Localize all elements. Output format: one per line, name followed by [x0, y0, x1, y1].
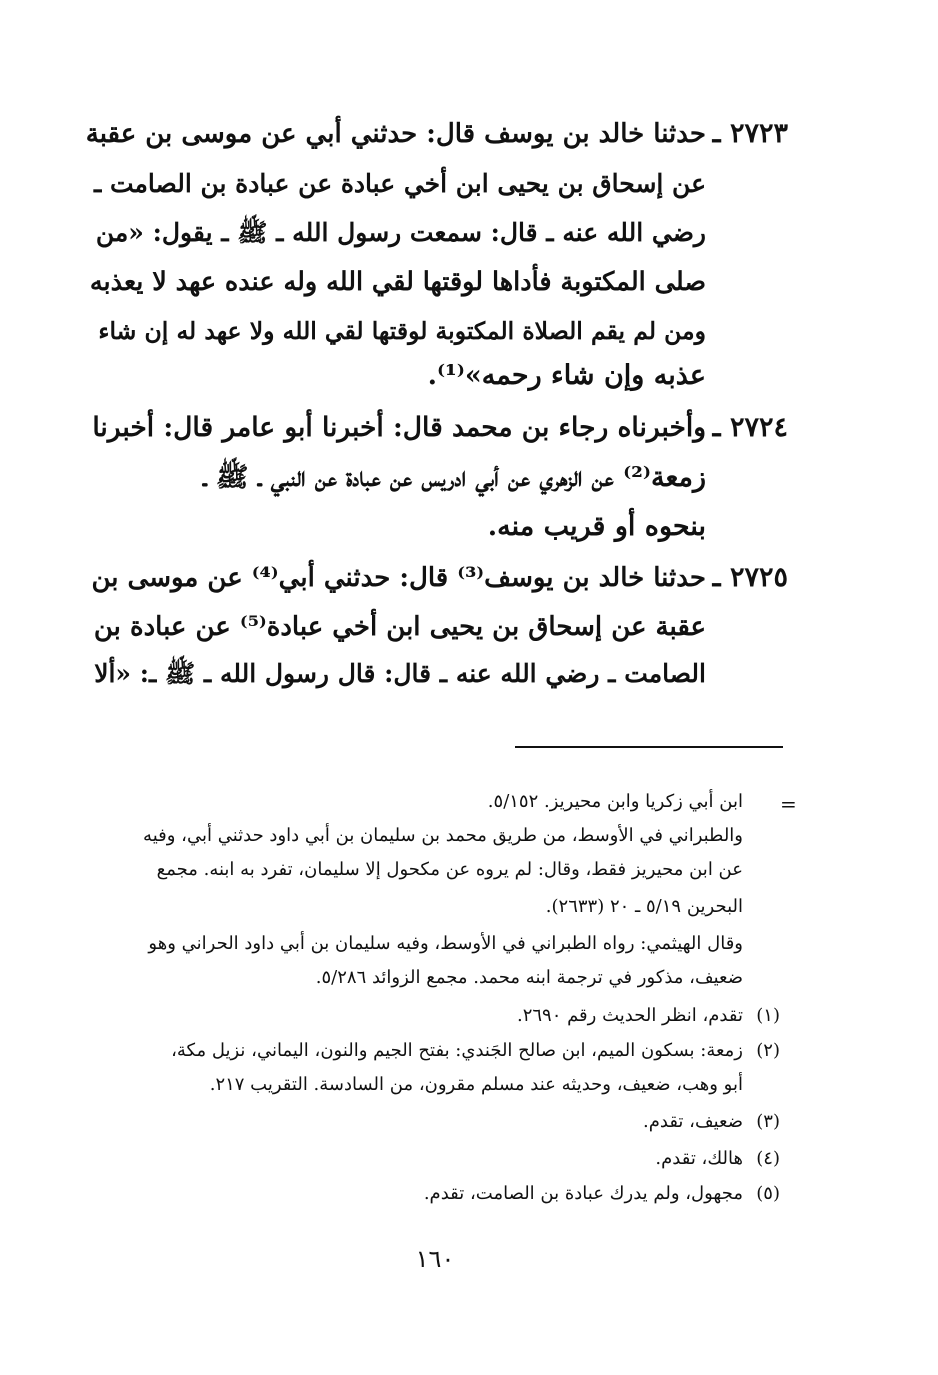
- footnote-text: هالك، تقدم.: [655, 1148, 743, 1169]
- footnote-text: أبو وهب، ضعيف، وحديثه عند مسلم مقرون، من السادسة. التقريب ٢١٧.: [209, 1074, 743, 1095]
- footnote-continuation-line: والطبراني في الأوسط، من طريق محمد بن سليمان بن أبي داود حدثني أبي، وفيه: [143, 825, 743, 846]
- hadith-line: زمعة⁽²⁾ عن الزهري عن أبي ادريس عن عبادة عن النبي ـ ﷺ ـ: [203, 462, 706, 493]
- footnote-continuation-line: ضعيف، مذكور في ترجمة ابنه محمد. مجمع الزوائد ٥/٢٨٦.: [315, 967, 743, 988]
- footnote-text: ضعيف، تقدم.: [643, 1111, 743, 1132]
- page-number: ١٦٠: [415, 1245, 455, 1273]
- footnote-marker: (٣): [756, 1111, 780, 1132]
- hadith-line: رضي الله عنه ـ قال: سمعت رسول الله ـ ﷺ ـ يقول: «من: [95, 218, 706, 247]
- footnote-continuation-line: عن ابن محيريز فقط، وقال: لم يروه عن مكحول إلا سليمان، تفرد به ابنه. مجمع: [156, 859, 743, 880]
- footnote-marker: (١): [756, 1005, 780, 1026]
- hadith-line: حدثنا خالد بن يوسف قال: حدثني أبي عن موسى بن عقبة: [85, 119, 706, 149]
- hadith-line: وأخبرناه رجاء بن محمد قال: أخبرنا أبو عامر قال: أخبرنا: [92, 412, 706, 443]
- hadith-line: عذبه وإن شاء رحمه»⁽¹⁾.: [427, 360, 706, 391]
- footnote-marker: (٢): [756, 1040, 780, 1061]
- hadith-line: ومن لم يقم الصلاة المكتوبة لوقتها لقي الله ولا عهد له إن شاء: [98, 317, 706, 345]
- footnote-continuation-line: البحرين ٥/١٩ ـ ٢٠ (٢٦٣٣).: [545, 896, 743, 917]
- footnote-separator: [515, 746, 783, 748]
- hadith-number: ٢٧٢٣ ـ: [712, 118, 788, 149]
- hadith-line: صلى المكتوبة فأداها لوقتها لقي الله وله عنده عهد لا يعذبه: [89, 267, 706, 297]
- hadith-line: حدثنا خالد بن يوسف⁽³⁾ قال: حدثني أبي⁽⁴⁾ عن موسى بن: [91, 563, 706, 593]
- hadith-line: عن إسحاق بن يحيى ابن أخي عبادة عن عبادة بن الصامت ـ: [93, 169, 706, 198]
- footnote-marker: (٥): [756, 1183, 780, 1204]
- continuation-mark: =: [780, 792, 797, 816]
- footnote-text: مجهول، ولم يدرك عبادة بن الصامت، تقدم.: [423, 1183, 743, 1204]
- hadith-number: ٢٧٢٤ ـ: [712, 412, 788, 443]
- footnote-continuation-line: ابن أبي زكريا وابن محيريز. ٥/١٥٢.: [487, 791, 743, 812]
- footnote-text: زمعة: بسكون الميم، ابن صالح الجَندي: بفتح الجيم والنون، اليماني، نزيل مكة،: [171, 1040, 743, 1061]
- hadith-line: عقبة عن إسحاق بن يحيى ابن أخي عبادة⁽⁵⁾ عن عبادة بن: [93, 612, 706, 642]
- hadith-number: ٢٧٢٥ ـ: [712, 562, 788, 593]
- hadith-line: الصامت ـ رضي الله عنه ـ قال: قال رسول الله ـ ﷺ ـ: «ألا: [94, 659, 706, 688]
- footnote-marker: (٤): [756, 1148, 780, 1169]
- footnote-text: تقدم، انظر الحديث رقم ٢٦٩٠.: [516, 1005, 743, 1026]
- hadith-line: بنحوه أو قريب منه.: [487, 511, 706, 542]
- footnote-continuation-line: وقال الهيثمي: رواه الطبراني في الأوسط، وفيه سليمان بن أبي داود الحراني وهو: [148, 933, 743, 954]
